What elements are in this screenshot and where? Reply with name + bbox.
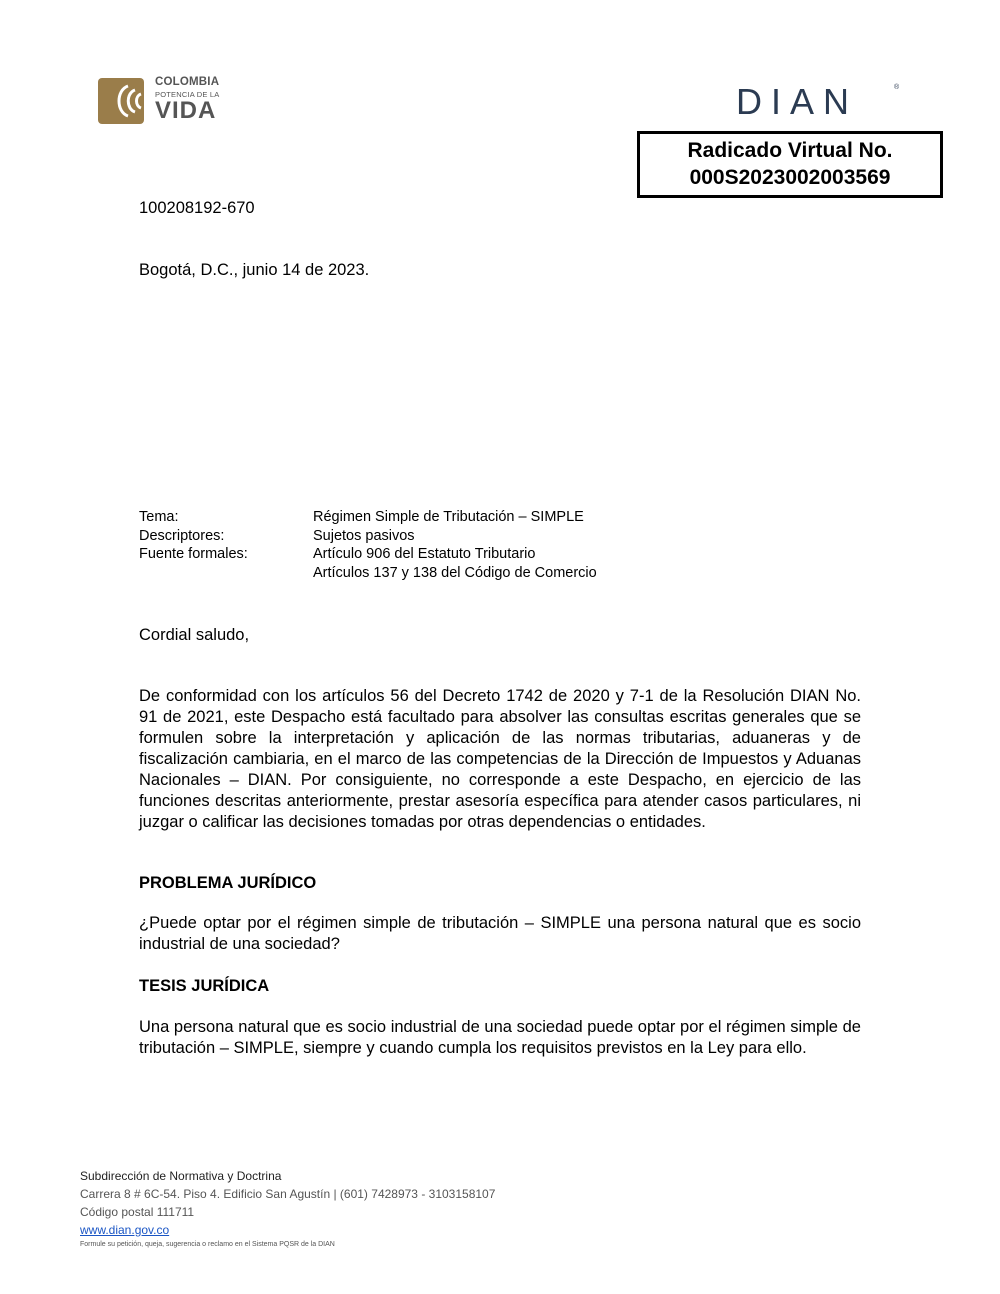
dian-logo-text: DIAN: [736, 81, 859, 122]
paragraph-problema: ¿Puede optar por el régimen simple de tributación – SIMPLE una persona natural que es socio industrial de una sociedad?: [139, 914, 861, 953]
meta-row-tema: [139, 508, 597, 527]
metadata-block: [139, 508, 597, 583]
meta-label: Fuente formales:: [139, 546, 248, 563]
paragraph-tesis: Una persona natural que es socio industrial de una sociedad puede optar por el régimen simple de tributación – SIMPLE, siempre y cuando cumpla los requisitos previstos en la Ley para ello.: [139, 1018, 861, 1057]
meta-row-fuente: [139, 545, 597, 564]
document-date: Bogotá, D.C., junio 14 de 2023.: [139, 261, 370, 279]
footer: [80, 1167, 495, 1250]
colombia-waves-icon: [98, 78, 150, 124]
meta-value: Artículo 906 del Estatuto Tributario: [313, 546, 536, 563]
meta-label: Descriptores:: [139, 527, 225, 544]
logo-tagline-text: POTENCIA DE LA: [155, 90, 220, 99]
footer-note: Formule su petición, queja, sugerencia o reclamo en el Sistema PQSR de la DIAN: [80, 1241, 335, 1248]
meta-value: Régimen Simple de Tributación – SIMPLE: [313, 509, 584, 525]
meta-label: [139, 564, 313, 583]
logo-vida-text: VIDA: [155, 97, 217, 124]
footer-postal: Código postal 111711: [80, 1205, 195, 1219]
meta-value: Sujetos pasivos: [313, 527, 415, 544]
footer-website-link[interactable]: www.dian.gov.co: [80, 1223, 170, 1237]
meta-value: Artículos 137 y 138 del Código de Comercio: [313, 565, 597, 582]
dian-logo: [736, 81, 906, 122]
radicado-label: Radicado Virtual No.: [687, 139, 893, 162]
colombia-potencia-logo: [98, 76, 238, 126]
meta-row-fuente-cont: [139, 564, 597, 583]
logo-colombia-text: COLOMBIA: [155, 76, 220, 88]
heading-problema-juridico: PROBLEMA JURÍDICO: [139, 874, 317, 892]
meta-label: Tema:: [139, 509, 179, 525]
meta-row-descriptores: [139, 527, 597, 546]
registered-mark: ®: [894, 84, 900, 91]
footer-address: Carrera 8 # 6C-54. Piso 4. Edificio San Agustín | (601) 7428973 - 3103158107: [80, 1187, 496, 1201]
heading-tesis-juridica: TESIS JURÍDICA: [139, 977, 270, 995]
footer-office: Subdirección de Normativa y Doctrina: [80, 1169, 282, 1183]
greeting: Cordial saludo,: [139, 626, 250, 644]
radicado-box: [637, 131, 943, 198]
document-number: 100208192-670: [139, 199, 255, 217]
paragraph-competencia: De conformidad con los artículos 56 del Decreto 1742 de 2020 y 7-1 de la Resolución DIAN No. 91 de 2021, este Despacho está facultado para absolver las consultas escritas generales que se formulen sobre la interpretación y aplicación de las normas tributarias, aduaneras y de fiscalización cambiaria, en el marco de las competencias de la Dirección de Impuestos y Aduanas Nacionales – DIAN. Por consiguiente, no corresponde a este Despacho, en ejercicio de las funciones descritas anteriormente, prestar asesoría específica para atender casos particulares, ni juzgar o calificar las decisiones tomadas por otras dependencias o entidades.: [139, 687, 861, 831]
radicado-number: 000S2023002003569: [689, 166, 891, 189]
